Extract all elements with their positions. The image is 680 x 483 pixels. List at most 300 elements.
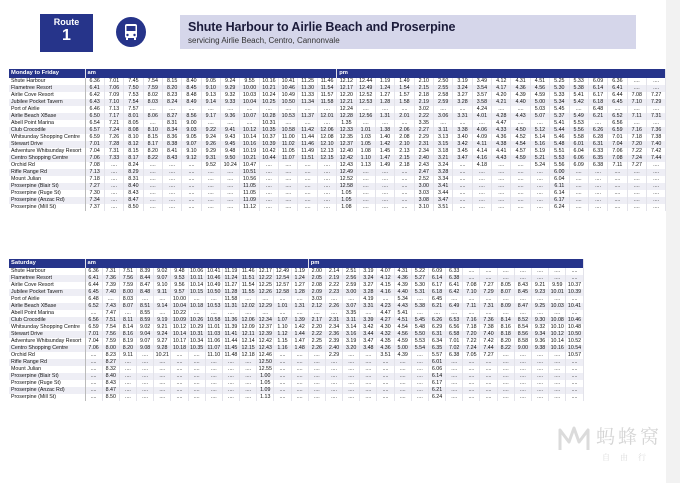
time-cell: 11.06 bbox=[205, 338, 222, 345]
time-cell: 10.37 bbox=[566, 282, 583, 289]
time-cell: 3.51 bbox=[377, 352, 394, 359]
time-cell: 10.57 bbox=[566, 352, 583, 359]
time-cell: .... bbox=[472, 176, 491, 183]
time-cell: 6.36 bbox=[608, 78, 627, 85]
time-cell: 4.50 bbox=[511, 127, 530, 134]
time-cell: 2.40 bbox=[325, 345, 342, 352]
time-cell: 7.36 bbox=[646, 127, 665, 134]
time-cell: .... bbox=[259, 106, 278, 113]
time-cell: 5.56 bbox=[550, 162, 569, 169]
time-cell: 6.43 bbox=[85, 99, 104, 106]
time-cell: 2.22 bbox=[325, 282, 342, 289]
time-cell: .... bbox=[530, 176, 549, 183]
time-cell: .... bbox=[137, 296, 154, 303]
time-cell: .... bbox=[646, 183, 665, 190]
time-cell: 7.18 bbox=[85, 176, 104, 183]
time-cell: 1.40 bbox=[375, 134, 394, 141]
stop-name: Centro Shopping Centre bbox=[9, 155, 85, 162]
time-cell: 12.37 bbox=[337, 141, 356, 148]
time-cell: 8.43 bbox=[102, 380, 119, 387]
time-cell: .... bbox=[480, 268, 497, 275]
time-cell: 10.49 bbox=[279, 92, 298, 99]
time-cell: 8.16 bbox=[497, 324, 514, 331]
time-cell: .... bbox=[549, 359, 566, 366]
time-cell: 9.22 bbox=[201, 127, 220, 134]
time-cell: 3.35 bbox=[414, 120, 433, 127]
time-cell: .... bbox=[492, 162, 511, 169]
time-cell: .... bbox=[395, 106, 414, 113]
time-cell: .... bbox=[317, 162, 336, 169]
time-cell: 12.54 bbox=[275, 275, 290, 281]
time-cell: .... bbox=[463, 268, 480, 275]
time-cell: 8.23 bbox=[102, 352, 119, 359]
time-cell: 9.32 bbox=[221, 92, 240, 99]
time-cell: 8.10 bbox=[124, 134, 143, 141]
time-cell: .... bbox=[325, 296, 342, 303]
time-cell: 7.06 bbox=[608, 148, 627, 155]
time-cell: 2.36 bbox=[325, 331, 342, 338]
time-cell: 10.09 bbox=[172, 317, 187, 323]
time-cell: .... bbox=[85, 359, 102, 366]
time-cell: 11.05 bbox=[240, 183, 259, 190]
time-cell: 2.18 bbox=[395, 162, 414, 169]
time-cell: 9.53 bbox=[171, 275, 188, 282]
time-cell: 8.03 bbox=[143, 99, 162, 106]
time-cell: 8.15 bbox=[143, 134, 162, 141]
time-cell: .... bbox=[317, 190, 336, 197]
stop-name: Stewart Drive bbox=[9, 141, 85, 148]
time-cell: .... bbox=[259, 197, 278, 204]
time-cell: 8.07 bbox=[119, 303, 136, 310]
time-cell: .... bbox=[154, 387, 171, 394]
time-cell: .... bbox=[569, 106, 588, 113]
time-cell: 4.21 bbox=[492, 99, 511, 106]
time-cell: 7.40 bbox=[480, 331, 497, 338]
time-cell: 9.27 bbox=[154, 338, 171, 345]
time-cell: .... bbox=[104, 176, 123, 183]
time-cell: .... bbox=[162, 169, 181, 176]
time-cell: 2.19 bbox=[414, 99, 433, 106]
time-cell: 2.31 bbox=[325, 317, 342, 324]
time-cell: .... bbox=[291, 296, 308, 303]
time-cell: .... bbox=[375, 169, 394, 176]
time-cell: .... bbox=[514, 296, 531, 303]
time-cell: 3.47 bbox=[453, 155, 472, 162]
time-cell: 11.46 bbox=[240, 268, 257, 275]
time-cell: 12.46 bbox=[258, 352, 272, 358]
time-cell: 8.03 bbox=[119, 296, 136, 303]
time-cell: 5.30 bbox=[411, 282, 428, 289]
time-cell: 2.17 bbox=[308, 317, 325, 324]
time-cell: .... bbox=[119, 380, 136, 387]
time-cell: 6.35 bbox=[428, 345, 445, 352]
time-cell: .... bbox=[360, 380, 377, 387]
time-cell: .... bbox=[446, 380, 463, 387]
time-cell: .... bbox=[492, 183, 511, 190]
time-cell: .... bbox=[325, 373, 342, 380]
time-cell: 6.31 bbox=[428, 331, 445, 338]
time-cell: 8.47 bbox=[102, 387, 119, 394]
time-cell: 8.20 bbox=[162, 85, 181, 92]
time-cell: 5.37 bbox=[550, 113, 569, 120]
time-cell: .... bbox=[492, 197, 511, 204]
time-cell: .... bbox=[171, 359, 188, 366]
time-cell: 4.47 bbox=[492, 120, 511, 127]
time-cell: .... bbox=[627, 169, 646, 176]
time-cell: .... bbox=[188, 366, 205, 373]
time-cell: 5.33 bbox=[569, 78, 588, 85]
time-cell: 12.21 bbox=[337, 99, 356, 106]
time-cell: 8.14 bbox=[497, 317, 514, 324]
table-row bbox=[9, 289, 583, 296]
stop-name: Adventure Whitsunday Resort bbox=[9, 338, 85, 345]
time-cell: 8.09 bbox=[497, 303, 514, 310]
time-cell: 5.42 bbox=[569, 99, 588, 106]
time-cell: 6.11 bbox=[550, 183, 569, 190]
time-cell: 8.15 bbox=[124, 148, 143, 155]
time-cell: 3.48 bbox=[360, 345, 377, 352]
time-cell: 2.50 bbox=[433, 78, 452, 85]
time-cell: 4.52 bbox=[511, 134, 530, 141]
time-cell: 11.28 bbox=[222, 289, 239, 296]
time-cell: 10.47 bbox=[240, 162, 259, 169]
time-cell: 5.00 bbox=[530, 99, 549, 106]
time-cell: 4.56 bbox=[394, 331, 411, 338]
time-cell: .... bbox=[104, 190, 123, 197]
time-cell: .... bbox=[531, 275, 548, 282]
time-cell: 7.13 bbox=[85, 169, 104, 176]
time-cell: 5.27 bbox=[411, 275, 428, 282]
time-cell: .... bbox=[480, 296, 497, 303]
time-cell: 7.01 bbox=[446, 338, 463, 345]
time-cell: 12.58 bbox=[337, 183, 356, 190]
time-cell: 12.10 bbox=[317, 141, 336, 148]
time-cell: 8.38 bbox=[162, 141, 181, 148]
time-cell: 5.07 bbox=[530, 113, 549, 120]
time-cell: 7.01 bbox=[85, 331, 102, 338]
time-cell: 6.17 bbox=[428, 380, 445, 387]
time-cell: 7.10 bbox=[463, 289, 480, 296]
time-cell: 4.35 bbox=[377, 338, 394, 345]
time-cell: 7.44 bbox=[480, 345, 497, 352]
time-cell: 8.05 bbox=[124, 120, 143, 127]
time-cell: 3.02 bbox=[414, 106, 433, 113]
time-cell: 1.19 bbox=[375, 78, 394, 85]
time-cell: 1.31 bbox=[291, 303, 308, 310]
time-cell: 9.24 bbox=[221, 78, 240, 85]
time-cell: 8.52 bbox=[514, 317, 531, 324]
time-cell: 7.59 bbox=[143, 85, 162, 92]
time-cell: 3.38 bbox=[453, 127, 472, 134]
time-cell: 7.11 bbox=[627, 113, 646, 120]
time-cell: 10.10 bbox=[550, 324, 564, 330]
time-cell: 7.50 bbox=[124, 85, 143, 92]
time-cell: .... bbox=[530, 120, 549, 127]
time-cell: 9.59 bbox=[549, 282, 566, 289]
time-cell: 5.24 bbox=[530, 162, 549, 169]
time-cell: 12.39 bbox=[258, 331, 272, 337]
time-cell: .... bbox=[411, 296, 428, 303]
time-cell: 3.06 bbox=[433, 113, 452, 120]
time-cell: 7.16 bbox=[627, 127, 646, 134]
time-cell: .... bbox=[221, 120, 240, 127]
time-cell: 12.17 bbox=[258, 268, 272, 274]
time-cell: 2.26 bbox=[308, 345, 325, 352]
time-cell: .... bbox=[472, 197, 491, 204]
time-cell: .... bbox=[274, 366, 291, 373]
stop-name: Abell Point Marina bbox=[9, 120, 85, 127]
time-cell: 6.38 bbox=[446, 352, 463, 359]
time-cell: 6.52 bbox=[85, 303, 102, 310]
time-cell: 6.45 bbox=[608, 99, 627, 106]
time-cell: .... bbox=[646, 176, 665, 183]
time-cell: .... bbox=[104, 169, 123, 176]
page-title: Shute Harbour to Airlie Beach and Proserpine bbox=[188, 20, 456, 34]
time-cell: 9.21 bbox=[531, 282, 548, 289]
time-cell: 7.31 bbox=[102, 268, 119, 275]
time-cell: 7.33 bbox=[104, 155, 123, 162]
time-cell: 12.26 bbox=[258, 289, 272, 295]
time-cell: .... bbox=[240, 106, 259, 113]
time-cell: 9.29 bbox=[221, 85, 240, 92]
table-row bbox=[9, 120, 666, 127]
time-cell: 11.30 bbox=[298, 85, 317, 92]
time-cell: .... bbox=[222, 310, 239, 317]
time-cell: 6.54 bbox=[85, 120, 104, 127]
time-cell: 2.08 bbox=[395, 134, 414, 141]
time-cell: 3.18 bbox=[433, 148, 452, 155]
time-cell: .... bbox=[375, 176, 394, 183]
time-cell: .... bbox=[492, 106, 511, 113]
time-cell: 10.58 bbox=[279, 127, 298, 134]
time-cell: .... bbox=[530, 197, 549, 204]
time-cell: .... bbox=[514, 275, 531, 282]
table-row bbox=[9, 85, 666, 92]
time-cell: 6.41 bbox=[608, 85, 627, 92]
time-cell: .... bbox=[511, 162, 530, 169]
time-cell: 9.02 bbox=[137, 324, 154, 331]
time-cell: 4.59 bbox=[394, 338, 411, 345]
time-cell: 6.52 bbox=[608, 113, 627, 120]
time-cell: 6.29 bbox=[428, 324, 445, 331]
time-cell: 2.59 bbox=[343, 282, 360, 289]
time-cell: 10.53 bbox=[279, 113, 298, 120]
time-cell: .... bbox=[453, 190, 472, 197]
time-cell: 7.01 bbox=[104, 78, 123, 85]
time-cell: .... bbox=[162, 162, 181, 169]
time-cell: .... bbox=[588, 183, 607, 190]
time-cell: .... bbox=[627, 85, 646, 92]
time-cell: 2.51 bbox=[343, 268, 360, 275]
time-cell: 7.43 bbox=[102, 303, 119, 310]
time-cell: .... bbox=[119, 366, 136, 373]
time-cell: .... bbox=[85, 394, 102, 401]
time-cell: 8.23 bbox=[162, 92, 181, 99]
time-cell: 8.22 bbox=[497, 345, 514, 352]
time-cell: 6.09 bbox=[569, 162, 588, 169]
time-cell: .... bbox=[274, 373, 291, 380]
time-cell: 2.29 bbox=[325, 352, 342, 359]
time-cell: 5.16 bbox=[530, 141, 549, 148]
time-cell: 2.31 bbox=[414, 141, 433, 148]
time-cell: 4.31 bbox=[511, 78, 530, 85]
time-cell: .... bbox=[119, 387, 136, 394]
time-cell: 10.14 bbox=[550, 338, 564, 344]
time-cell: .... bbox=[514, 359, 531, 366]
table-row bbox=[9, 197, 666, 204]
time-cell: 5.21 bbox=[530, 155, 549, 162]
time-cell: 7.38 bbox=[646, 134, 665, 141]
time-cell: .... bbox=[472, 190, 491, 197]
time-cell: 3.15 bbox=[433, 141, 452, 148]
time-cell: .... bbox=[279, 169, 298, 176]
time-cell: 4.09 bbox=[472, 134, 491, 141]
time-cell: 3.47 bbox=[433, 197, 452, 204]
time-cell: .... bbox=[627, 197, 646, 204]
time-cell: .... bbox=[171, 366, 188, 373]
time-cell: 8.56 bbox=[182, 113, 201, 120]
time-cell: 6.41 bbox=[446, 282, 463, 289]
time-cell: 11.05 bbox=[279, 148, 298, 155]
time-cell: .... bbox=[143, 190, 162, 197]
time-cell: 10.54 bbox=[566, 345, 583, 352]
time-cell: 7.56 bbox=[102, 331, 119, 338]
table-row bbox=[9, 380, 583, 387]
time-cell: 4.19 bbox=[360, 296, 377, 303]
time-cell: .... bbox=[188, 373, 205, 380]
time-cell: .... bbox=[343, 380, 360, 387]
time-cell: .... bbox=[566, 373, 583, 380]
time-cell: .... bbox=[221, 176, 240, 183]
time-cell: .... bbox=[463, 380, 480, 387]
time-cell: 7.04 bbox=[85, 148, 104, 155]
time-cell: 7.26 bbox=[104, 134, 123, 141]
time-cell: .... bbox=[143, 106, 162, 113]
time-cell: 2.40 bbox=[414, 155, 433, 162]
time-cell: .... bbox=[463, 275, 480, 282]
time-cell: 12.06 bbox=[317, 127, 336, 134]
time-cell: .... bbox=[377, 366, 394, 373]
time-cell: 3.21 bbox=[433, 155, 452, 162]
time-cell: 10.49 bbox=[207, 282, 221, 288]
time-cell: 12.29 bbox=[258, 303, 272, 309]
time-cell: 10.22 bbox=[172, 310, 187, 316]
time-cell: .... bbox=[480, 275, 497, 282]
time-cell: 1.42 bbox=[291, 324, 308, 331]
time-cell: .... bbox=[201, 169, 220, 176]
time-cell: 10.31 bbox=[259, 120, 278, 127]
time-cell: .... bbox=[182, 197, 201, 204]
time-cell: .... bbox=[530, 204, 549, 211]
time-cell: .... bbox=[511, 106, 530, 113]
time-cell: .... bbox=[137, 373, 154, 380]
time-cell: 8.18 bbox=[497, 331, 514, 338]
time-cell: .... bbox=[549, 366, 566, 373]
time-cell: 8.56 bbox=[514, 331, 531, 338]
time-cell: 7.10 bbox=[627, 99, 646, 106]
time-cell: .... bbox=[356, 106, 375, 113]
time-cell: 12.52 bbox=[356, 92, 375, 99]
time-cell: 2.58 bbox=[433, 92, 452, 99]
time-cell: 5.54 bbox=[411, 345, 428, 352]
time-cell: 2.06 bbox=[395, 127, 414, 134]
time-cell: .... bbox=[377, 373, 394, 380]
time-cell: 10.34 bbox=[189, 338, 204, 344]
time-cell: 6.24 bbox=[428, 394, 445, 401]
time-cell: .... bbox=[325, 387, 342, 394]
time-cell: 1.57 bbox=[395, 92, 414, 99]
time-cell: 7.11 bbox=[608, 162, 627, 169]
time-cell: 3.28 bbox=[360, 289, 377, 296]
time-cell: 3.49 bbox=[472, 78, 491, 85]
time-cell: 7.04 bbox=[608, 141, 627, 148]
time-cell: 12.33 bbox=[337, 127, 356, 134]
stop-name: Rifle Range Rd bbox=[9, 359, 85, 366]
time-cell: 7.38 bbox=[480, 324, 497, 331]
time-cell: 8.48 bbox=[137, 289, 154, 296]
time-cell: 4.43 bbox=[511, 113, 530, 120]
time-cell: .... bbox=[201, 190, 220, 197]
time-cell: .... bbox=[463, 296, 480, 303]
time-cell: .... bbox=[646, 162, 665, 169]
time-cell: 1.44 bbox=[291, 331, 308, 338]
table-row bbox=[9, 331, 583, 338]
time-cell: 4.40 bbox=[394, 289, 411, 296]
time-cell: 8.22 bbox=[143, 155, 162, 162]
time-cell: 9.04 bbox=[137, 331, 154, 338]
time-cell: .... bbox=[375, 183, 394, 190]
time-cell: .... bbox=[259, 162, 278, 169]
time-cell: 5.41 bbox=[569, 92, 588, 99]
time-cell: 7.45 bbox=[124, 78, 143, 85]
stop-name: Stewart Drive bbox=[9, 331, 85, 338]
time-cell: 4.33 bbox=[492, 127, 511, 134]
time-cell: 8.31 bbox=[124, 176, 143, 183]
time-cell: 6.18 bbox=[428, 289, 445, 296]
time-cell: 8.44 bbox=[137, 275, 154, 282]
time-cell: 1.13 bbox=[356, 162, 375, 169]
time-cell: .... bbox=[377, 394, 394, 401]
time-cell: .... bbox=[463, 366, 480, 373]
time-cell: 8.49 bbox=[182, 99, 201, 106]
time-cell: 7.08 bbox=[608, 155, 627, 162]
time-cell: 12.15 bbox=[241, 345, 255, 351]
time-cell: .... bbox=[608, 197, 627, 204]
saturday-timetable bbox=[9, 259, 584, 401]
time-cell: 11.07 bbox=[279, 155, 298, 162]
time-cell: 1.58 bbox=[395, 99, 414, 106]
time-cell: .... bbox=[530, 183, 549, 190]
time-cell: .... bbox=[511, 197, 530, 204]
time-cell: 10.00 bbox=[172, 296, 187, 302]
time-cell: 4.51 bbox=[394, 317, 411, 324]
time-cell: 11.19 bbox=[222, 268, 239, 275]
time-cell: 11.42 bbox=[298, 127, 317, 134]
time-cell: 2.14 bbox=[325, 268, 342, 275]
time-cell: .... bbox=[221, 197, 240, 204]
time-cell: 3.13 bbox=[433, 134, 452, 141]
time-cell: .... bbox=[511, 190, 530, 197]
stop-name: Port of Airlie bbox=[9, 296, 85, 303]
time-cell: 2.12 bbox=[308, 303, 325, 310]
time-cell: 8.36 bbox=[162, 134, 181, 141]
time-cell: 10.18 bbox=[172, 345, 187, 351]
time-cell: 6.58 bbox=[446, 331, 463, 338]
time-cell: .... bbox=[143, 183, 162, 190]
time-cell: 10.28 bbox=[259, 113, 278, 120]
time-cell: .... bbox=[411, 310, 428, 317]
time-cell: 4.27 bbox=[377, 317, 394, 324]
